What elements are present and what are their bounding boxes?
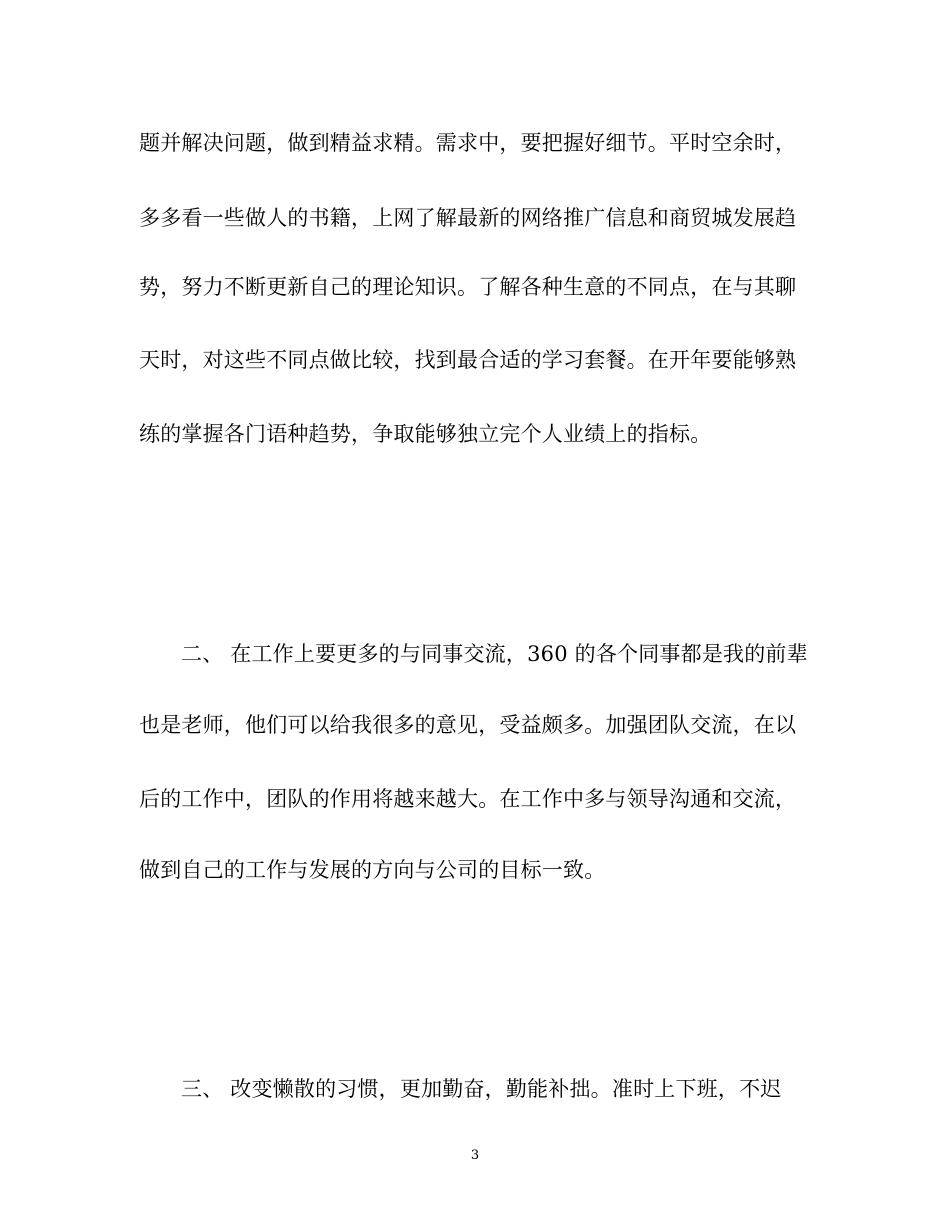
paragraph-line: 天时，对这些不同点做比较，找到最合适的学习套餐。在开年要能够熟: [139, 348, 797, 372]
paragraph-line: 多多看一些做人的书籍，上网了解最新的网络推广信息和商贸城发展趋: [139, 206, 797, 230]
paragraph-line: 势，努力不断更新自己的理论知识。了解各种生意的不同点，在与其聊: [139, 275, 797, 299]
paragraph-line: 练的掌握各门语种趋势，争取能够独立完个人业绩上的指标。: [139, 422, 712, 446]
paragraph-line: 后的工作中，团队的作用将越来越大。在工作中多与领导沟通和交流，: [139, 787, 797, 811]
page-number: 3: [470, 1148, 480, 1163]
paragraph-line: 二、 在工作上要更多的与同事交流，360 的各个同事都是我的前辈: [181, 642, 808, 666]
paragraph-line: 也是老师，他们可以给我很多的意见，受益颇多。加强团队交流，在以: [139, 713, 797, 737]
paragraph-line: 题并解决问题，做到精益求精。需求中，要把握好细节。平时空余时，: [139, 131, 797, 155]
paragraph-line: 做到自己的工作与发展的方向与公司的目标一致。: [139, 858, 606, 882]
paragraph-line: 三、 改变懒散的习惯，更加勤奋，勤能补拙。准时上下班，不迟: [181, 1077, 782, 1101]
